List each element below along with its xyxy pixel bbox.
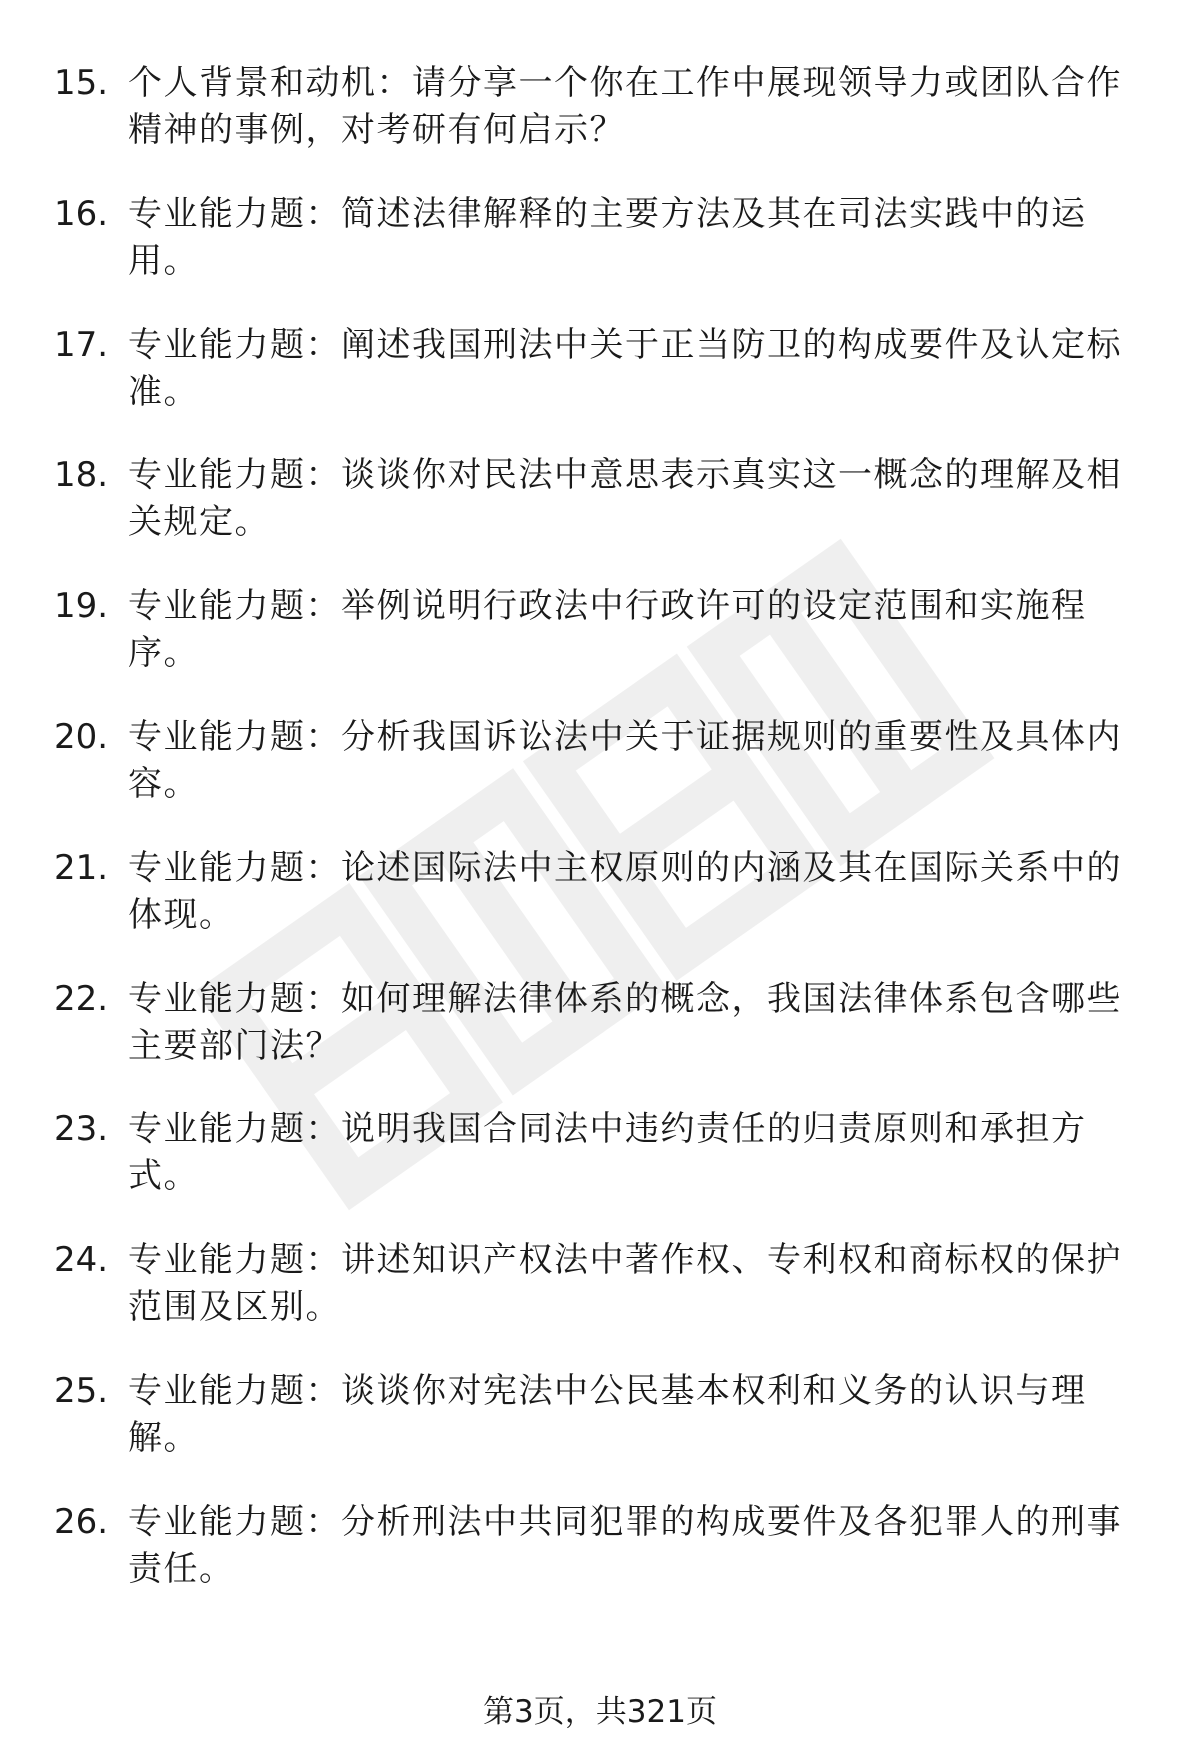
question-text: 专业能力题：说明我国合同法中违约责任的归责原则和承担方式。 — [128, 1109, 1087, 1197]
question-item — [54, 845, 1154, 939]
question-item — [54, 1368, 1154, 1462]
question-item — [54, 322, 1154, 416]
question-text: 专业能力题：讲述知识产权法中著作权、专利权和商标权的保护范围及区别。 — [128, 1240, 1122, 1328]
question-number: 24. — [54, 1240, 109, 1281]
question-text: 专业能力题：谈谈你对宪法中公民基本权利和义务的认识与理解。 — [128, 1370, 1087, 1458]
question-item — [54, 1106, 1154, 1200]
question-item — [54, 191, 1154, 285]
question-item — [54, 1237, 1154, 1331]
question-item — [54, 452, 1154, 546]
question-text: 专业能力题：分析刑法中共同犯罪的构成要件及各犯罪人的刑事责任。 — [128, 1501, 1122, 1589]
question-text: 专业能力题：如何理解法律体系的概念，我国法律体系包含哪些主要部门法？ — [128, 978, 1122, 1066]
question-text: 个人背景和动机：请分享一个你在工作中展现领导力或团队合作精神的事例，对考研有何启示？ — [128, 63, 1122, 150]
question-text: 专业能力题：阐述我国刑法中关于正当防卫的构成要件及认定标准。 — [128, 324, 1122, 412]
question-list — [54, 60, 1154, 1630]
question-number: 25. — [54, 1370, 109, 1411]
question-text: 专业能力题：分析我国诉讼法中关于证据规则的重要性及具体内容。 — [128, 716, 1122, 804]
question-number: 16. — [54, 193, 109, 234]
question-text: 专业能力题：简述法律解释的主要方法及其在司法实践中的运用。 — [128, 193, 1087, 281]
question-number: 26. — [54, 1501, 109, 1542]
question-number: 17. — [54, 324, 109, 365]
question-item — [54, 583, 1154, 677]
question-item — [54, 60, 1154, 154]
question-item — [54, 1499, 1154, 1593]
page-footer: 第3页，共321页 — [483, 1694, 717, 1730]
question-text: 专业能力题：论述国际法中主权原则的内涵及其在国际关系中的体现。 — [128, 847, 1122, 935]
question-text: 专业能力题：举例说明行政法中行政许可的设定范围和实施程序。 — [128, 586, 1087, 674]
question-number: 15. — [54, 63, 109, 103]
question-item — [54, 976, 1154, 1070]
question-number: 22. — [54, 978, 109, 1019]
question-item — [54, 714, 1154, 808]
question-number: 18. — [54, 455, 109, 496]
question-number: 19. — [54, 586, 109, 627]
question-number: 23. — [54, 1109, 109, 1150]
question-text: 专业能力题：谈谈你对民法中意思表示真实这一概念的理解及相关规定。 — [128, 455, 1122, 543]
question-number: 20. — [54, 716, 109, 757]
question-number: 21. — [54, 847, 109, 888]
